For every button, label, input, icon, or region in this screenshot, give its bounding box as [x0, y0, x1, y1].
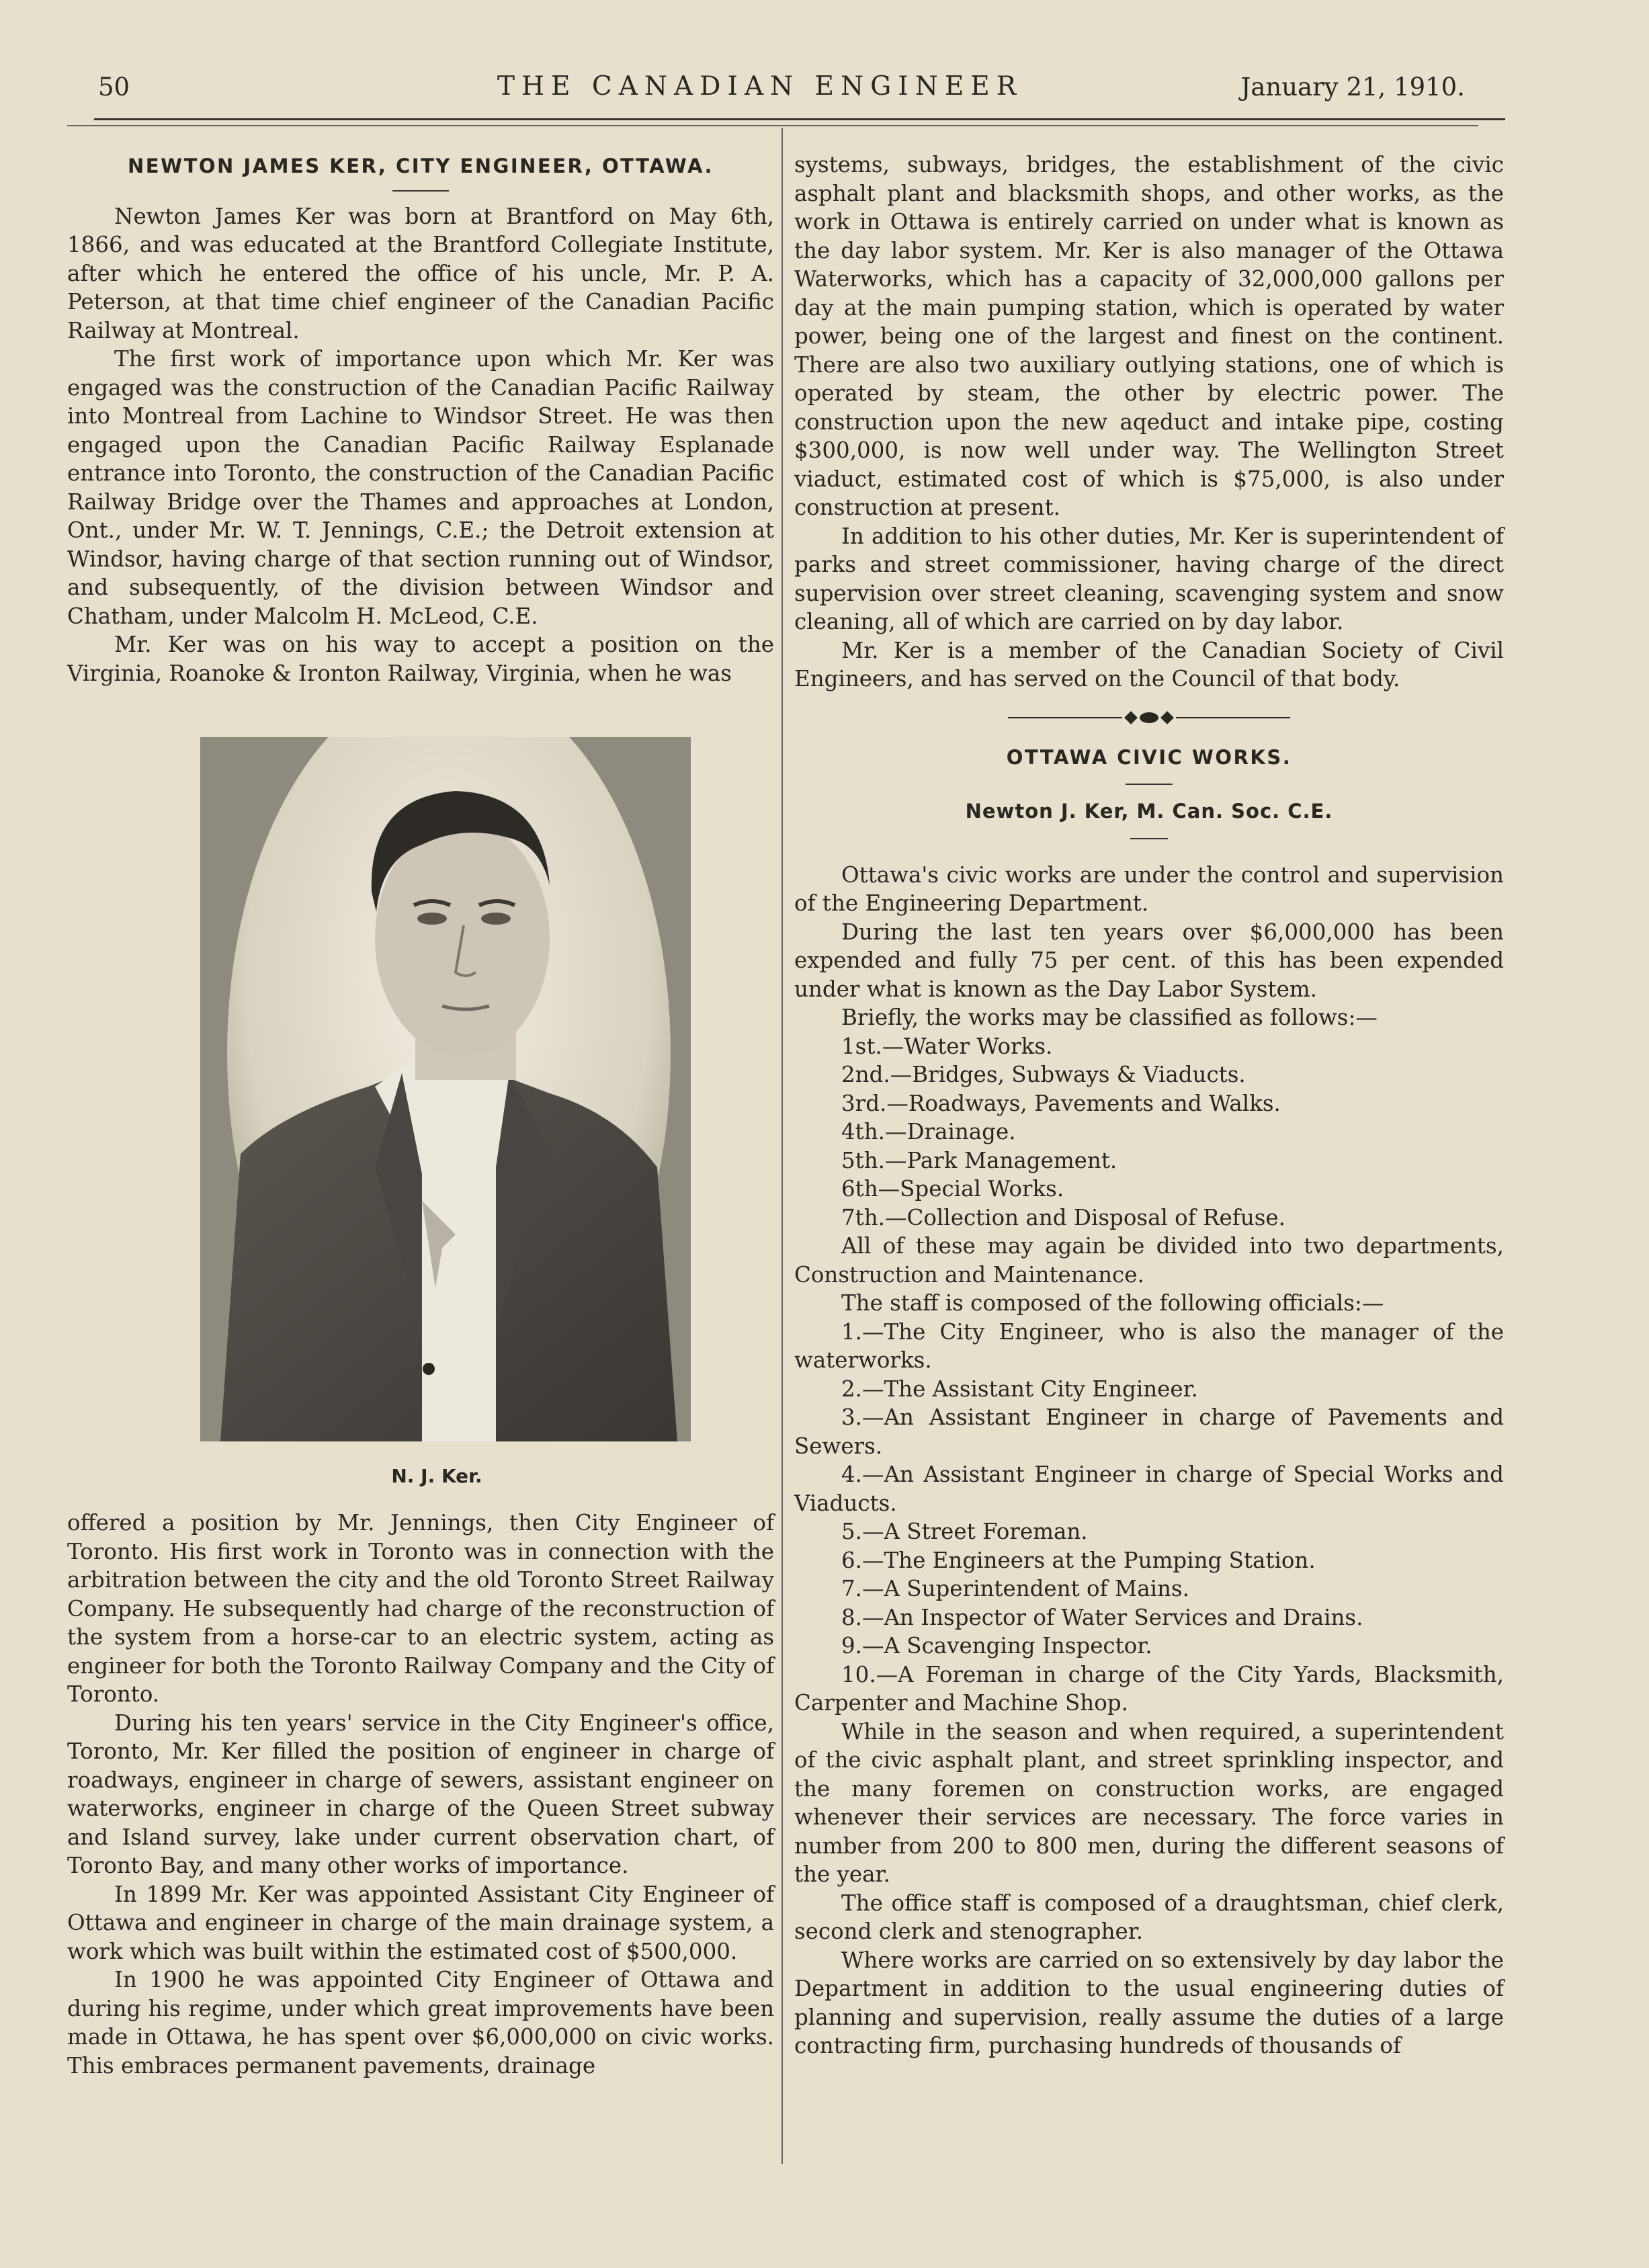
civic-works-headline: OTTAWA CIVIC WORKS. [1006, 745, 1292, 769]
works-list-item: 4th.—Drainage. [841, 1119, 1016, 1144]
photo-caption: N. J. Ker. [391, 1465, 482, 1487]
staff-list-item: 1.—The City Engineer, who is also the manager of the waterworks. [794, 1318, 1504, 1373]
works-list-item: 2nd.—Bridges, Subways & Viaducts. [841, 1062, 1246, 1087]
works-list-item: 3rd.—Roadways, Pavements and Walks. [841, 1090, 1281, 1116]
article-headline: NEWTON JAMES KER, CITY ENGINEER, OTTAWA. [128, 155, 714, 177]
page-number: 50 [98, 73, 130, 101]
paragraph: The staff is composed of the following officials:— [841, 1290, 1384, 1316]
works-list-item: 5th.—Park Management. [841, 1147, 1117, 1173]
byline-rule [1130, 838, 1168, 839]
paragraph: Mr. Ker was on his way to accept a position on the Virginia, Roanoke & Ironton Railway, Virginia, when he was [67, 632, 774, 686]
right-column [794, 151, 1504, 2060]
staff-list-item: 10.—A Foreman in charge of the City Yards, Blacksmith, Carpenter and Machine Shop. [794, 1661, 1504, 1716]
paragraph: During his ten years' service in the City Engineer's office, Toronto, Mr. Ker filled the position of engineer in charge of roadways, engineer in charge of sewers, assistant engineer on waterworks, engineer in charge of the Queen Street subway and Island survey, lake under current observation chart, of Toronto Bay, and many other works of importance. [67, 1710, 774, 1878]
article-body-before-photo [67, 202, 774, 688]
paragraph: All of these may again be divided into two departments, Construction and Maintenance. [794, 1233, 1504, 1288]
civic-works-closing [794, 1718, 1504, 2060]
staff-list-item: 4.—An Assistant Engineer in charge of Special Works and Viaducts. [794, 1462, 1504, 1516]
paragraph: In addition to his other duties, Mr. Ker is superintendent of parks and street commissioner, having charge of the direct supervision over street cleaning, scavenging system and snow cleaning, all of which are carried on by day labor. [794, 523, 1504, 634]
civic-works-departments [794, 1232, 1504, 1318]
paragraph: During the last ten years over $6,000,000 has been expended and fully 75 per cent. of this has been expended under what is known as the Day Labor System. [794, 919, 1504, 1002]
paragraph: The first work of importance upon which Mr. Ker was engaged was the construction of the Canadian Pacific Railway into Montreal from Lachine to Windsor Street. He was then engaged upon the Canadian Pacific Railway Esplanade entrance into Toronto, the construction of the Canadian Pacific Railway Bridge over the Thames and approaches at London, Ont., under Mr. W. T. Jennings, C.E.; the Detroit extension at Windsor, having charge of that section running out of Windsor, and subsequently, of the division between Windsor and Chatham, under Malcolm H. McLeod, C.E. [67, 346, 774, 629]
masthead: THE CANADIAN ENGINEER [497, 71, 1023, 101]
civic-works-byline: Newton J. Ker, M. Can. Soc. C.E. [965, 800, 1333, 823]
paragraph: In 1899 Mr. Ker was appointed Assistant City Engineer of Ottawa and engineer in charge of the main drainage system, a work which was built within the estimated cost of $500,000. [67, 1881, 774, 1964]
left-column-bottom [67, 1509, 774, 2080]
section-ornament [1008, 711, 1290, 724]
staff-list-item: 3.—An Assistant Engineer in charge of Pavements and Sewers. [794, 1404, 1504, 1459]
page-header [94, 67, 1465, 108]
column-divider [781, 128, 783, 2164]
paragraph: Newton James Ker was born at Brantford on May 6th, 1866, and was educated at the Brantford Collegiate Institute, after which he entered the office of his uncle, Mr. P. A. Peterson, at that time chief engineer of the Canadian Pacific Railway at Montreal. [67, 203, 774, 343]
article-body-after-photo [67, 1509, 774, 2080]
staff-list [794, 1318, 1504, 1718]
portrait-photo [200, 737, 691, 1441]
staff-list-item: 5.—A Street Foreman. [841, 1519, 1088, 1544]
works-list-item: 7th.—Collection and Disposal of Refuse. [841, 1204, 1285, 1230]
header-rule-secondary [67, 125, 1478, 126]
paragraph: The office staff is composed of a draughtsman, chief clerk, second clerk and stenographer. [794, 1890, 1504, 1944]
staff-list-item: 2.—The Assistant City Engineer. [841, 1376, 1198, 1402]
staff-list-item: 7.—A Superintendent of Mains. [841, 1576, 1189, 1601]
paragraph: offered a position by Mr. Jennings, then City Engineer of Toronto. His first work in Toronto was in connection with the arbitration between the city and the old Toronto Street Railway Company. He subsequently had charge of the reconstruction of the system from a horse-car to an electric system, acting as engineer for both the Toronto Railway Company and the City of Toronto. [67, 1510, 774, 1707]
staff-list-item: 8.—An Inspector of Water Services and Drains. [841, 1604, 1363, 1630]
paragraph: While in the season and when required, a superintendent of the civic asphalt plant, and street sprinkling inspector, and the many foremen on construction works, are engaged whenever their services are necessary. The force varies in number from 200 to 800 men, during the different seasons of the year. [794, 1718, 1504, 1887]
paragraph: Where works are carried on so extensively by day labor the Department in addition to the usual engineering duties of planning and supervision, really assume the duties of a large contracting firm, purchasing hundreds of thousands of [794, 1947, 1504, 2058]
works-list-item: 6th—Special Works. [841, 1176, 1064, 1202]
left-column-top [67, 152, 774, 687]
paragraph: Ottawa's civic works are under the control and supervision of the Engineering Department. [794, 862, 1504, 916]
staff-list-item: 6.—The Engineers at the Pumping Station. [841, 1547, 1316, 1573]
paragraph: In 1900 he was appointed City Engineer of Ottawa and during his regime, under which great improvements have been made in Ottawa, he has spent over $6,000,000 on civic works. This embraces permanent pavements, drainage [67, 1967, 774, 2078]
staff-list-item: 9.—A Scavenging Inspector. [841, 1633, 1152, 1658]
paragraph: systems, subways, bridges, the establishment of the civic asphalt plant and blacksmith shops, and other works, as the work in Ottawa is entirely carried on under what is known as the day labor system. Mr. Ker is also manager of the Ottawa Waterworks, which has a capacity of 32,000,000 gallons per day at the main pumping station, which is operated by water power, being one of the largest and finest on the continent. There are also two auxiliary outlying stations, one of which is operated by steam, the other by electric power. The construction upon the new aqeduct and intake pipe, costing $300,000, is now well under way. The Wellington Street viaduct, estimated cost of which is $75,000, is also under construction at present. [794, 152, 1504, 520]
paragraph: Mr. Ker is a member of the Canadian Society of Civil Engineers, and has served on the Council of that body. [794, 637, 1504, 691]
civic-works-rule [1126, 784, 1173, 785]
civic-works-list [794, 1032, 1504, 1232]
portrait-illustration [200, 737, 691, 1441]
article-body-continued [794, 151, 1504, 694]
works-list-item: 1st.—Water Works. [841, 1033, 1053, 1059]
issue-date: January 21, 1910. [1240, 73, 1465, 101]
header-rule [94, 118, 1505, 120]
civic-works-intro [794, 861, 1504, 1032]
headline-rule [392, 190, 449, 192]
paragraph: Briefly, the works may be classified as follows:— [841, 1005, 1378, 1030]
